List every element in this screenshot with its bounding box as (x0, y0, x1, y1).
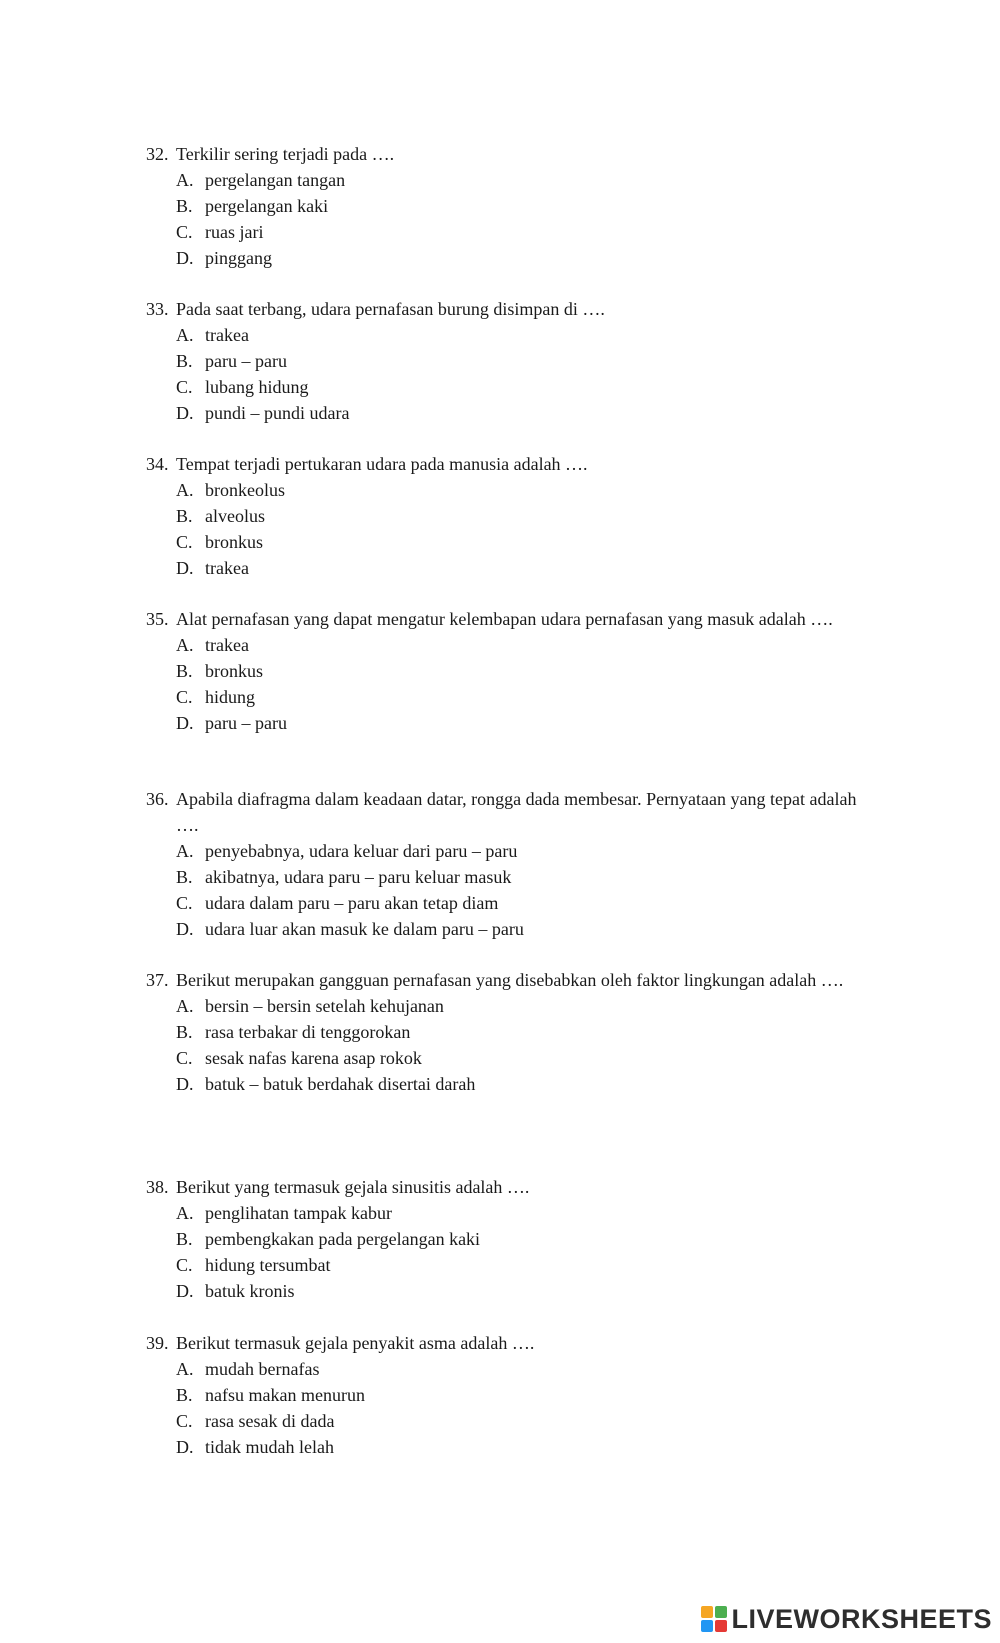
option-list (146, 993, 876, 1097)
option-d[interactable] (146, 1071, 876, 1097)
option-text: lubang hidung (205, 377, 309, 397)
question-text: Pada saat terbang, udara pernafasan burung disimpan di …. (176, 299, 605, 319)
option-c[interactable] (146, 529, 876, 555)
option-d[interactable] (146, 400, 876, 426)
question-stem (146, 967, 876, 993)
option-text: bronkeolus (205, 480, 285, 500)
option-letter: D. (176, 558, 194, 578)
question-33 (146, 296, 876, 426)
option-text: bronkus (205, 532, 263, 552)
option-b[interactable] (146, 864, 876, 890)
option-a[interactable] (146, 1356, 876, 1382)
option-b[interactable] (146, 193, 876, 219)
option-letter: B. (176, 196, 193, 216)
option-text: pinggang (205, 248, 272, 268)
option-c[interactable] (146, 1408, 876, 1434)
question-34 (146, 451, 876, 581)
option-letter: B. (176, 351, 193, 371)
option-text: pergelangan kaki (205, 196, 329, 216)
option-text: udara dalam paru – paru akan tetap diam (205, 893, 499, 913)
liveworksheets-logo-icon (701, 1606, 727, 1632)
question-39 (146, 1330, 876, 1460)
option-letter: A. (176, 170, 194, 190)
option-letter: D. (176, 1074, 194, 1094)
option-text: udara luar akan masuk ke dalam paru – paru (205, 919, 524, 939)
option-text: alveolus (205, 506, 265, 526)
question-stem (146, 296, 876, 322)
question-number: 39. (146, 1333, 169, 1353)
option-text: bersin – bersin setelah kehujanan (205, 996, 444, 1016)
option-letter: C. (176, 1411, 193, 1431)
option-text: tidak mudah lelah (205, 1437, 334, 1457)
question-stem (146, 786, 876, 838)
option-letter: B. (176, 506, 193, 526)
option-letter: A. (176, 1203, 194, 1223)
option-letter: A. (176, 841, 194, 861)
option-letter: A. (176, 1359, 194, 1379)
option-letter: D. (176, 713, 194, 733)
question-text: Terkilir sering terjadi pada …. (176, 144, 395, 164)
option-text: penglihatan tampak kabur (205, 1203, 392, 1223)
option-text: rasa sesak di dada (205, 1411, 335, 1431)
option-a[interactable] (146, 1200, 876, 1226)
option-b[interactable] (146, 1382, 876, 1408)
question-stem (146, 141, 876, 167)
option-a[interactable] (146, 477, 876, 503)
question-number: 35. (146, 609, 169, 629)
option-letter: B. (176, 1229, 193, 1249)
liveworksheets-brand (701, 1599, 992, 1639)
option-text: paru – paru (205, 351, 287, 371)
question-37 (146, 967, 876, 1097)
option-text: mudah bernafas (205, 1359, 320, 1379)
question-number: 32. (146, 144, 169, 164)
option-a[interactable] (146, 993, 876, 1019)
question-number: 38. (146, 1177, 169, 1197)
option-text: sesak nafas karena asap rokok (205, 1048, 422, 1068)
option-letter: A. (176, 635, 194, 655)
option-letter: A. (176, 996, 194, 1016)
question-38 (146, 1174, 876, 1304)
option-letter: B. (176, 867, 193, 887)
option-text: bronkus (205, 661, 263, 681)
option-list (146, 632, 876, 736)
option-b[interactable] (146, 1226, 876, 1252)
question-stem (146, 1330, 876, 1356)
option-text: pundi – pundi udara (205, 403, 350, 423)
option-d[interactable] (146, 916, 876, 942)
option-list (146, 322, 876, 426)
brand-text: LIVEWORKSHEETS (731, 1603, 992, 1634)
option-text: trakea (205, 325, 249, 345)
option-c[interactable] (146, 374, 876, 400)
option-b[interactable] (146, 1019, 876, 1045)
question-32 (146, 141, 876, 271)
option-b[interactable] (146, 348, 876, 374)
option-list (146, 477, 876, 581)
option-list (146, 1200, 876, 1304)
option-c[interactable] (146, 1045, 876, 1071)
option-letter: D. (176, 1281, 194, 1301)
option-text: paru – paru (205, 713, 287, 733)
option-d[interactable] (146, 555, 876, 581)
option-c[interactable] (146, 219, 876, 245)
question-35 (146, 606, 876, 736)
option-list (146, 1356, 876, 1460)
option-letter: D. (176, 403, 194, 423)
option-letter: D. (176, 248, 194, 268)
option-letter: B. (176, 661, 193, 681)
logo-square-3 (701, 1620, 713, 1632)
logo-square-4 (715, 1620, 727, 1632)
option-letter: A. (176, 480, 194, 500)
option-d[interactable] (146, 710, 876, 736)
option-c[interactable] (146, 890, 876, 916)
option-text: pergelangan tangan (205, 170, 346, 190)
option-a[interactable] (146, 838, 876, 864)
question-number: 36. (146, 789, 169, 809)
question-stem (146, 1174, 876, 1200)
option-a[interactable] (146, 322, 876, 348)
option-d[interactable] (146, 1278, 876, 1304)
option-text: trakea (205, 558, 249, 578)
option-text: hidung tersumbat (205, 1255, 331, 1275)
option-letter: B. (176, 1385, 193, 1405)
option-text: batuk kronis (205, 1281, 295, 1301)
option-a[interactable] (146, 167, 876, 193)
option-text: trakea (205, 635, 249, 655)
option-list (146, 838, 876, 942)
question-36 (146, 786, 876, 942)
option-text: akibatnya, udara paru – paru keluar masuk (205, 867, 512, 887)
option-text: ruas jari (205, 222, 264, 242)
question-number: 34. (146, 454, 169, 474)
option-letter: C. (176, 893, 193, 913)
option-letter: C. (176, 687, 193, 707)
option-d[interactable] (146, 245, 876, 271)
question-text: Berikut yang termasuk gejala sinusitis adalah …. (176, 1177, 530, 1197)
option-c[interactable] (146, 684, 876, 710)
question-number: 33. (146, 299, 169, 319)
question-stem (146, 451, 876, 477)
option-letter: D. (176, 1437, 194, 1457)
logo-square-2 (715, 1606, 727, 1618)
option-letter: A. (176, 325, 194, 345)
option-text: rasa terbakar di tenggorokan (205, 1022, 411, 1042)
option-text: pembengkakan pada pergelangan kaki (205, 1229, 481, 1249)
option-letter: C. (176, 532, 193, 552)
question-text: Tempat terjadi pertukaran udara pada manusia adalah …. (176, 454, 588, 474)
option-b[interactable] (146, 503, 876, 529)
option-d[interactable] (146, 1434, 876, 1460)
option-text: batuk – batuk berdahak disertai darah (205, 1074, 476, 1094)
option-c[interactable] (146, 1252, 876, 1278)
option-letter: C. (176, 1255, 193, 1275)
option-list (146, 167, 876, 271)
question-text: Alat pernafasan yang dapat mengatur kelembapan udara pernafasan yang masuk adalah …. (176, 609, 833, 629)
option-letter: C. (176, 222, 193, 242)
option-text: hidung (205, 687, 256, 707)
option-b[interactable] (146, 658, 876, 684)
question-text: Apabila diafragma dalam keadaan datar, rongga dada membesar. Pernyataan yang tepat adalah …. (176, 789, 857, 835)
question-number: 37. (146, 970, 169, 990)
option-letter: C. (176, 1048, 193, 1068)
logo-square-1 (701, 1606, 713, 1618)
option-text: penyebabnya, udara keluar dari paru – paru (205, 841, 518, 861)
option-letter: C. (176, 377, 193, 397)
question-text: Berikut termasuk gejala penyakit asma adalah …. (176, 1333, 535, 1353)
option-letter: D. (176, 919, 194, 939)
option-letter: B. (176, 1022, 193, 1042)
question-stem (146, 606, 876, 632)
option-a[interactable] (146, 632, 876, 658)
question-text: Berikut merupakan gangguan pernafasan yang disebabkan oleh faktor lingkungan adalah …. (176, 970, 844, 990)
option-text: nafsu makan menurun (205, 1385, 365, 1405)
